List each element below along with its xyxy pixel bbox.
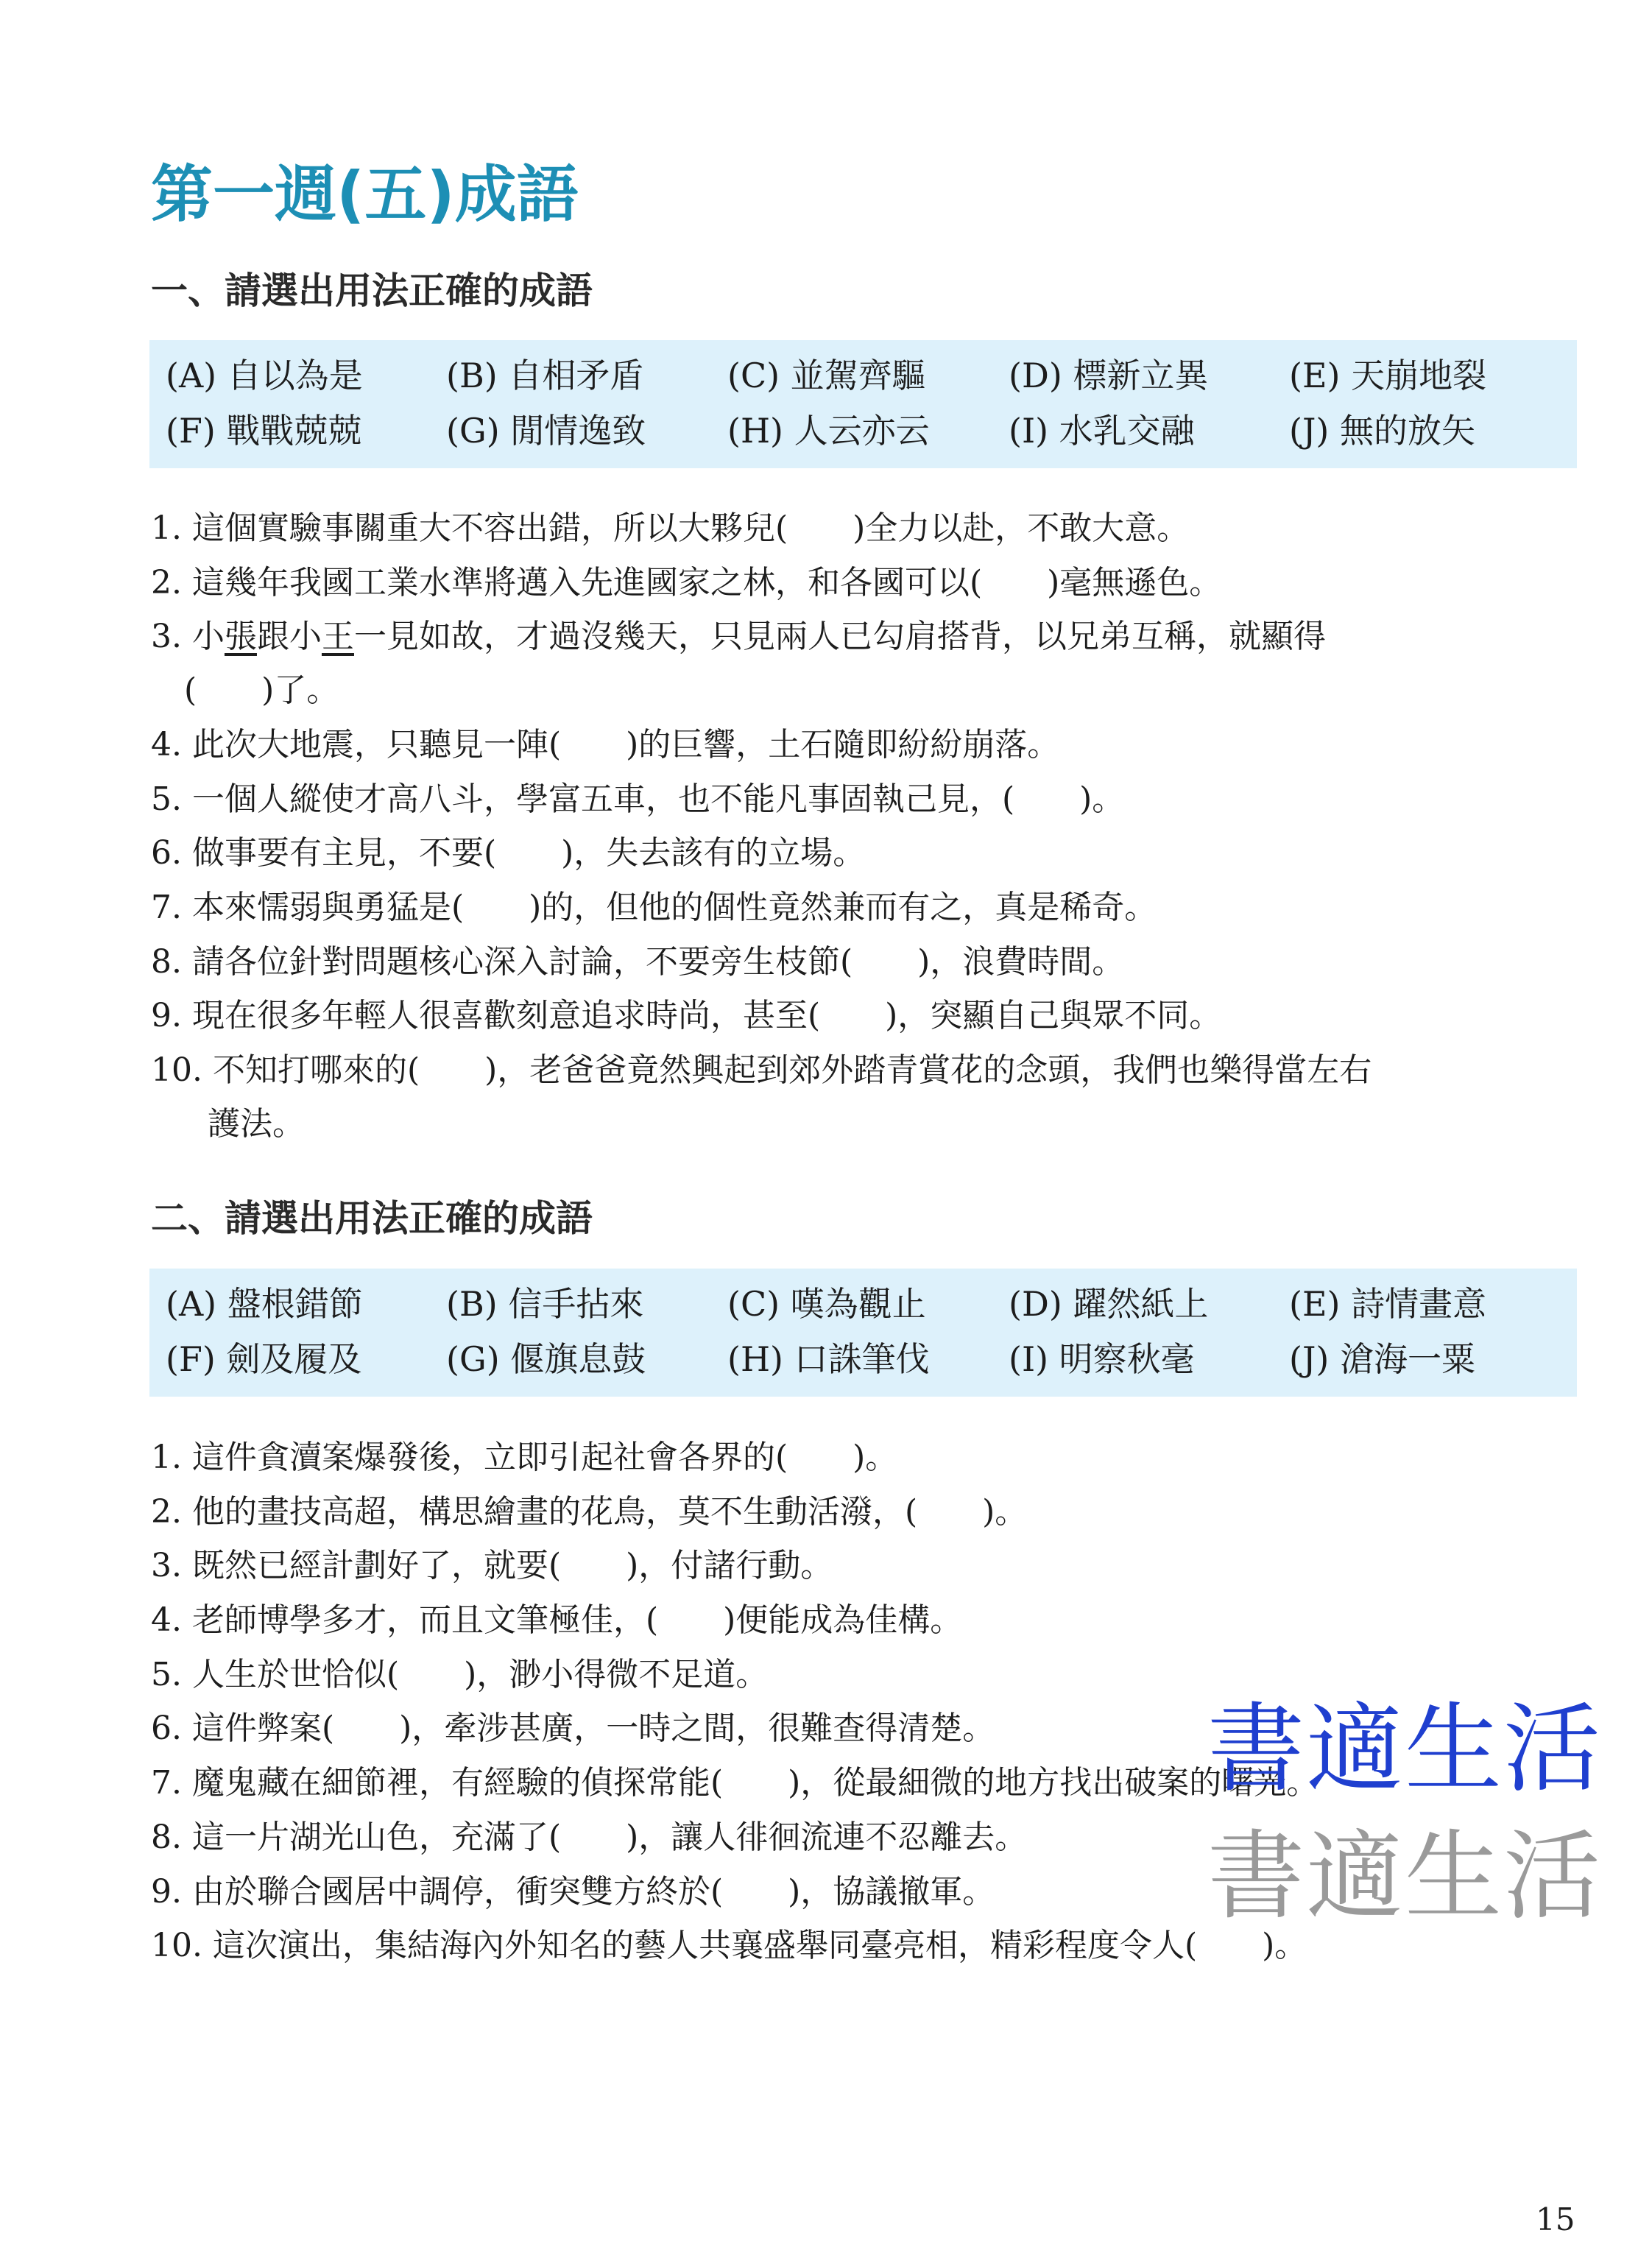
s1-question-8: 8. 請各位針對問題核心深入討論，不要旁生枝節( )，浪費時間。	[151, 943, 1125, 981]
option-b: (B) 自相矛盾	[446, 356, 644, 395]
q3-prefix: 3. 小	[151, 618, 225, 655]
s1-question-3	[151, 618, 1326, 655]
option-i: (I) 明察秋毫	[1009, 1339, 1195, 1379]
s1-question-9: 9. 現在很多年輕人很喜歡刻意追求時尚，甚至( )，突顯自己與眾不同。	[151, 997, 1222, 1034]
s2-question-2: 2. 他的畫技高超，構思繪畫的花鳥，莫不生動活潑，( )。	[151, 1493, 1028, 1531]
s1-question-5: 5. 一個人縱使才高八斗，學富五車，也不能凡事固執己見，( )。	[151, 780, 1125, 818]
option-c: (C) 嘆為觀止	[727, 1284, 926, 1324]
option-j: (J) 滄海一粟	[1289, 1339, 1475, 1379]
s2-question-6: 6. 這件弊案( )，牽涉甚廣，一時之間，很難查得清楚。	[151, 1710, 995, 1747]
page-title: 第一週(五)成語	[151, 158, 579, 230]
option-i: (I) 水乳交融	[1009, 411, 1195, 451]
s1-question-10-cont: 護法。	[208, 1105, 305, 1143]
q3-mid: 跟小	[256, 618, 322, 655]
s2-question-7: 7. 魔鬼藏在細節裡，有經驗的偵探常能( )，從最細微的地方找出破案的曙光。	[151, 1764, 1319, 1802]
option-g: (G) 偃旗息鼓	[446, 1339, 646, 1379]
s1-question-6: 6. 做事要有主見，不要( )，失去該有的立場。	[151, 834, 866, 872]
option-c: (C) 並駕齊驅	[727, 356, 926, 395]
watermark-blue: 書適生活	[1207, 1693, 1602, 1806]
s2-question-10: 10. 這次演出，集結海內外知名的藝人共襄盛舉同臺亮相，精彩程度令人( )。	[151, 1927, 1307, 1964]
s2-question-3: 3. 既然已經計劃好了，就要( )，付諸行動。	[151, 1547, 833, 1584]
option-j: (J) 無的放矢	[1289, 411, 1475, 451]
s1-question-2: 2. 這幾年我國工業水準將邁入先進國家之林，和各國可以( )毫無遜色。	[151, 564, 1222, 602]
s1-question-1: 1. 這個實驗事關重大不容出錯，所以大夥兒( )全力以赴，不敢大意。	[151, 509, 1190, 547]
s1-question-7: 7. 本來懦弱與勇猛是( )的，但他的個性竟然兼而有之，真是稀奇。	[151, 889, 1157, 926]
option-h: (H) 人云亦云	[727, 411, 930, 451]
s1-question-4: 4. 此次大地震，只聽見一陣( )的巨響，土石隨即紛紛崩落。	[151, 726, 1060, 763]
option-f: (F) 戰戰兢兢	[166, 411, 362, 451]
option-g: (G) 閒情逸致	[446, 411, 646, 451]
q3-name-zhang: 張	[224, 618, 257, 655]
option-d: (D) 標新立異	[1009, 356, 1209, 395]
option-e: (E) 詩情畫意	[1289, 1284, 1487, 1324]
s2-question-4: 4. 老師博學多才，而且文筆極佳，( )便能成為佳構。	[151, 1601, 963, 1639]
section-2-options-box	[149, 1269, 1577, 1397]
section-1-heading: 一、請選出用法正確的成語	[151, 269, 593, 312]
option-b: (B) 信手拈來	[446, 1284, 644, 1324]
page-number: 15	[1536, 2201, 1575, 2237]
option-a: (A) 自以為是	[166, 356, 363, 395]
section-2-heading: 二、請選出用法正確的成語	[151, 1197, 593, 1240]
s1-question-10: 10. 不知打哪來的( )，老爸爸竟然興起到郊外踏青賞花的念頭，我們也樂得當左右	[151, 1051, 1372, 1089]
option-h: (H) 口誅筆伐	[727, 1339, 930, 1379]
section-1-options-box	[149, 340, 1577, 468]
option-f: (F) 劍及履及	[166, 1339, 362, 1379]
s2-question-8: 8. 這一片湖光山色，充滿了( )，讓人徘徊流連不忍離去。	[151, 1819, 1028, 1856]
option-d: (D) 躍然紙上	[1009, 1284, 1209, 1324]
s2-question-5: 5. 人生於世恰似( )，渺小得微不足道。	[151, 1656, 769, 1693]
s2-question-1: 1. 這件貪瀆案爆發後，立即引起社會各界的( )。	[151, 1439, 898, 1476]
q3-name-wang: 王	[321, 618, 354, 655]
option-a: (A) 盤根錯節	[166, 1284, 363, 1324]
option-e: (E) 天崩地裂	[1289, 356, 1487, 395]
q3-rest: 一見如故，才過沒幾天，只見兩人已勾肩搭背，以兄弟互稱，就顯得	[353, 618, 1326, 655]
s1-question-3-cont: ( )了。	[184, 671, 339, 709]
s2-question-9: 9. 由於聯合國居中調停，衝突雙方終於( )，協議撤軍。	[151, 1873, 995, 1911]
watermark-gray: 書適生活	[1207, 1820, 1602, 1933]
